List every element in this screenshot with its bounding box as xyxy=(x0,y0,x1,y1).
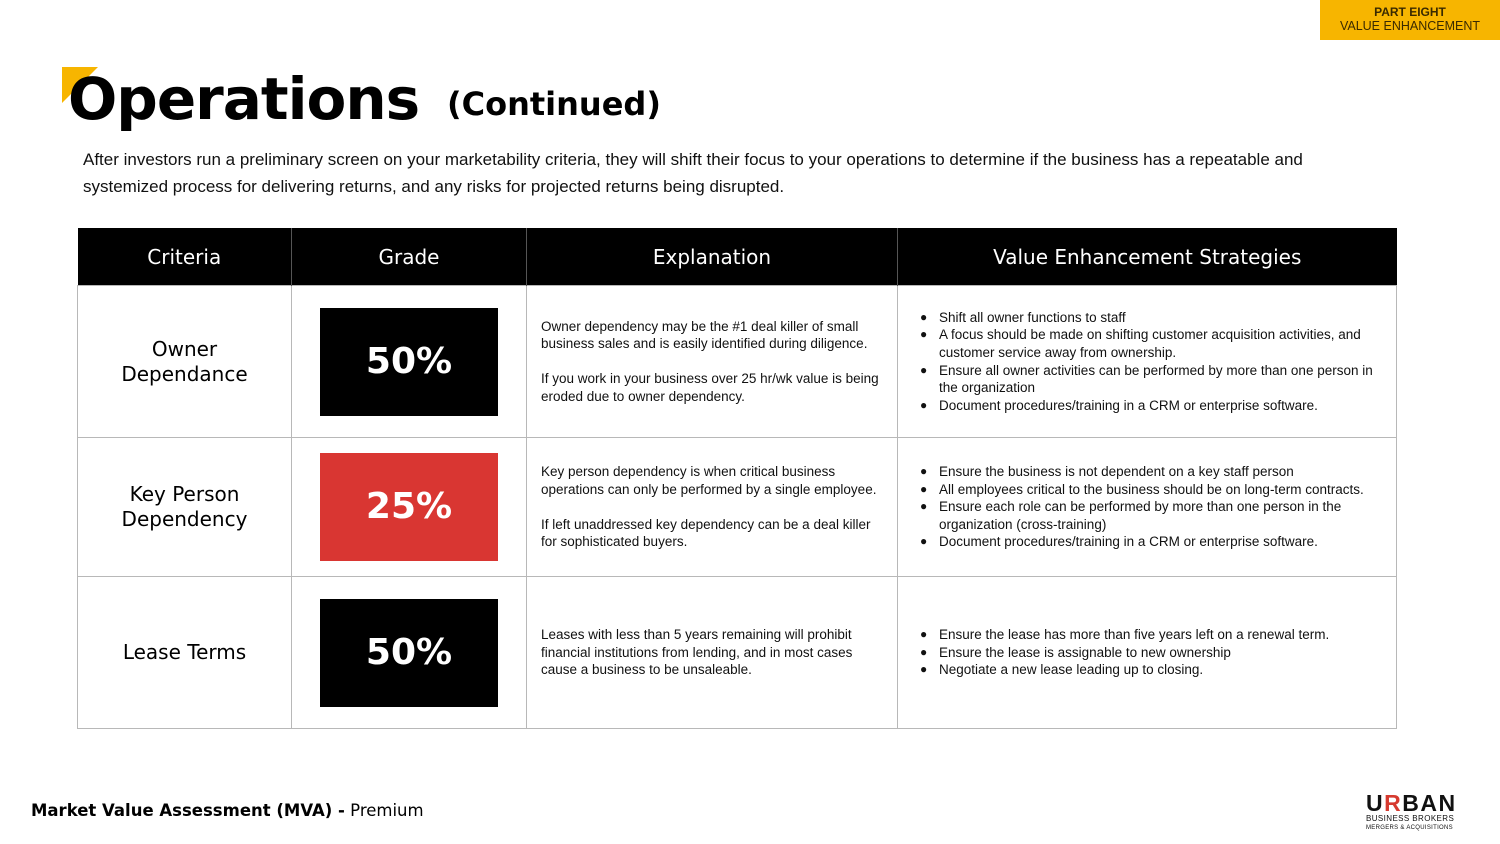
explanation-cell xyxy=(527,286,898,438)
logo-letter-u: U xyxy=(1366,790,1385,816)
strategy-item xyxy=(920,362,1380,397)
strategy-item xyxy=(920,644,1380,662)
header-strategies: Value Enhancement Strategies xyxy=(898,228,1397,286)
explanation-cell xyxy=(527,438,898,577)
strategy-text: Ensure each role can be performed by more than one person in the organization (cross-training) xyxy=(939,499,1342,532)
logo-wordmark xyxy=(1366,792,1474,814)
footer-document-name: Market Value Assessment (MVA) - xyxy=(31,801,345,820)
urban-logo xyxy=(1366,792,1474,832)
footer xyxy=(31,799,424,823)
bullet-icon: ● xyxy=(920,327,928,342)
grade-cell xyxy=(292,286,527,438)
header-criteria: Criteria xyxy=(78,228,292,286)
grade-badge: 50% xyxy=(320,599,498,707)
strategy-item xyxy=(920,481,1380,499)
part-name: VALUE ENHANCEMENT xyxy=(1339,19,1481,34)
part-number: PART EIGHT xyxy=(1374,5,1446,19)
header-explanation: Explanation xyxy=(527,228,898,286)
explanation-paragraph: If you work in your business over 25 hr/wk value is being eroded due to owner dependency. xyxy=(541,371,879,404)
strategy-list xyxy=(920,309,1380,415)
criteria-cell: Lease Terms xyxy=(78,577,292,729)
logo-letters-ban: BAN xyxy=(1402,790,1457,816)
strategy-item xyxy=(920,498,1380,533)
explanation-paragraph: If left unaddressed key dependency can be a deal killer for sophisticated buyers. xyxy=(541,516,871,550)
table-row xyxy=(78,286,1397,438)
strategy-cell xyxy=(898,577,1397,729)
grade-cell xyxy=(292,438,527,577)
strategy-cell xyxy=(898,438,1397,577)
strategy-item xyxy=(920,397,1380,415)
table-header-row xyxy=(78,228,1397,286)
strategy-text: Shift all owner functions to staff xyxy=(939,309,1126,325)
bullet-icon: ● xyxy=(920,481,928,496)
explanation-paragraph: Owner dependency may be the #1 deal killer of small business sales and is easily identified during diligence. xyxy=(541,318,868,352)
strategy-item xyxy=(920,309,1380,327)
bullet-icon: ● xyxy=(920,499,928,514)
strategy-item xyxy=(920,463,1380,481)
strategy-item xyxy=(920,326,1380,361)
bullet-icon: ● xyxy=(920,534,928,549)
bullet-icon: ● xyxy=(920,362,928,377)
table-row xyxy=(78,438,1397,577)
intro-paragraph: After investors run a preliminary screen on your marketability criteria, they will shift their focus to your operations to determine if the business has a repeatable and systemized process for delivering returns, and any risks for projected returns being disrupted. xyxy=(83,150,1303,196)
table-row xyxy=(78,577,1397,729)
explanation-paragraph: Leases with less than 5 years remaining will prohibit financial institutions from lending, and in most cases cause a business to be unsaleable. xyxy=(541,627,853,678)
logo-letter-r: R xyxy=(1384,790,1403,816)
header-grade: Grade xyxy=(292,228,527,286)
footer-tier: Premium xyxy=(350,801,424,820)
bullet-icon: ● xyxy=(920,464,928,479)
page-subtitle: (Continued) xyxy=(447,85,661,123)
bullet-icon: ● xyxy=(920,662,928,677)
strategy-text: A focus should be made on shifting customer acquisition activities, and customer service away from ownership. xyxy=(939,327,1361,360)
strategy-text: Ensure the business is not dependent on a key staff person xyxy=(939,464,1294,480)
bullet-icon: ● xyxy=(920,644,928,659)
grade-cell xyxy=(292,577,527,729)
explanation-cell xyxy=(527,577,898,729)
strategy-text: Negotiate a new lease leading up to closing. xyxy=(939,662,1204,678)
logo-tagline: BUSINESS BROKERS xyxy=(1366,814,1455,823)
strategy-text: All employees critical to the business should be on long-term contracts. xyxy=(939,481,1364,497)
part-badge xyxy=(1320,0,1500,40)
operations-table xyxy=(77,228,1397,729)
strategy-list xyxy=(920,463,1380,551)
strategy-text: Ensure the lease has more than five years left on a renewal term. xyxy=(939,627,1330,643)
criteria-cell: Key Person Dependency xyxy=(78,438,292,577)
strategy-text: Ensure the lease is assignable to new ownership xyxy=(939,644,1231,660)
grade-badge: 25% xyxy=(320,453,498,561)
bullet-icon: ● xyxy=(920,397,928,412)
bullet-icon: ● xyxy=(920,309,928,324)
logo-subtagline: MERGERS & ACQUISITIONS xyxy=(1366,825,1453,831)
grade-badge: 50% xyxy=(320,308,498,416)
strategy-cell xyxy=(898,286,1397,438)
page-title: Operations xyxy=(68,65,420,133)
explanation-paragraph: Key person dependency is when critical business operations can only be performed by a single employee. xyxy=(541,464,877,497)
bullet-icon: ● xyxy=(920,627,928,642)
strategy-list xyxy=(920,626,1380,679)
strategy-item xyxy=(920,533,1380,551)
criteria-cell: Owner Dependance xyxy=(78,286,292,438)
strategy-item xyxy=(920,661,1380,679)
strategy-text: Ensure all owner activities can be performed by more than one person in the organization xyxy=(939,362,1373,396)
strategy-text: Document procedures/training in a CRM or enterprise software. xyxy=(939,397,1318,413)
strategy-text: Document procedures/training in a CRM or enterprise software. xyxy=(939,534,1318,550)
strategy-item xyxy=(920,626,1380,644)
